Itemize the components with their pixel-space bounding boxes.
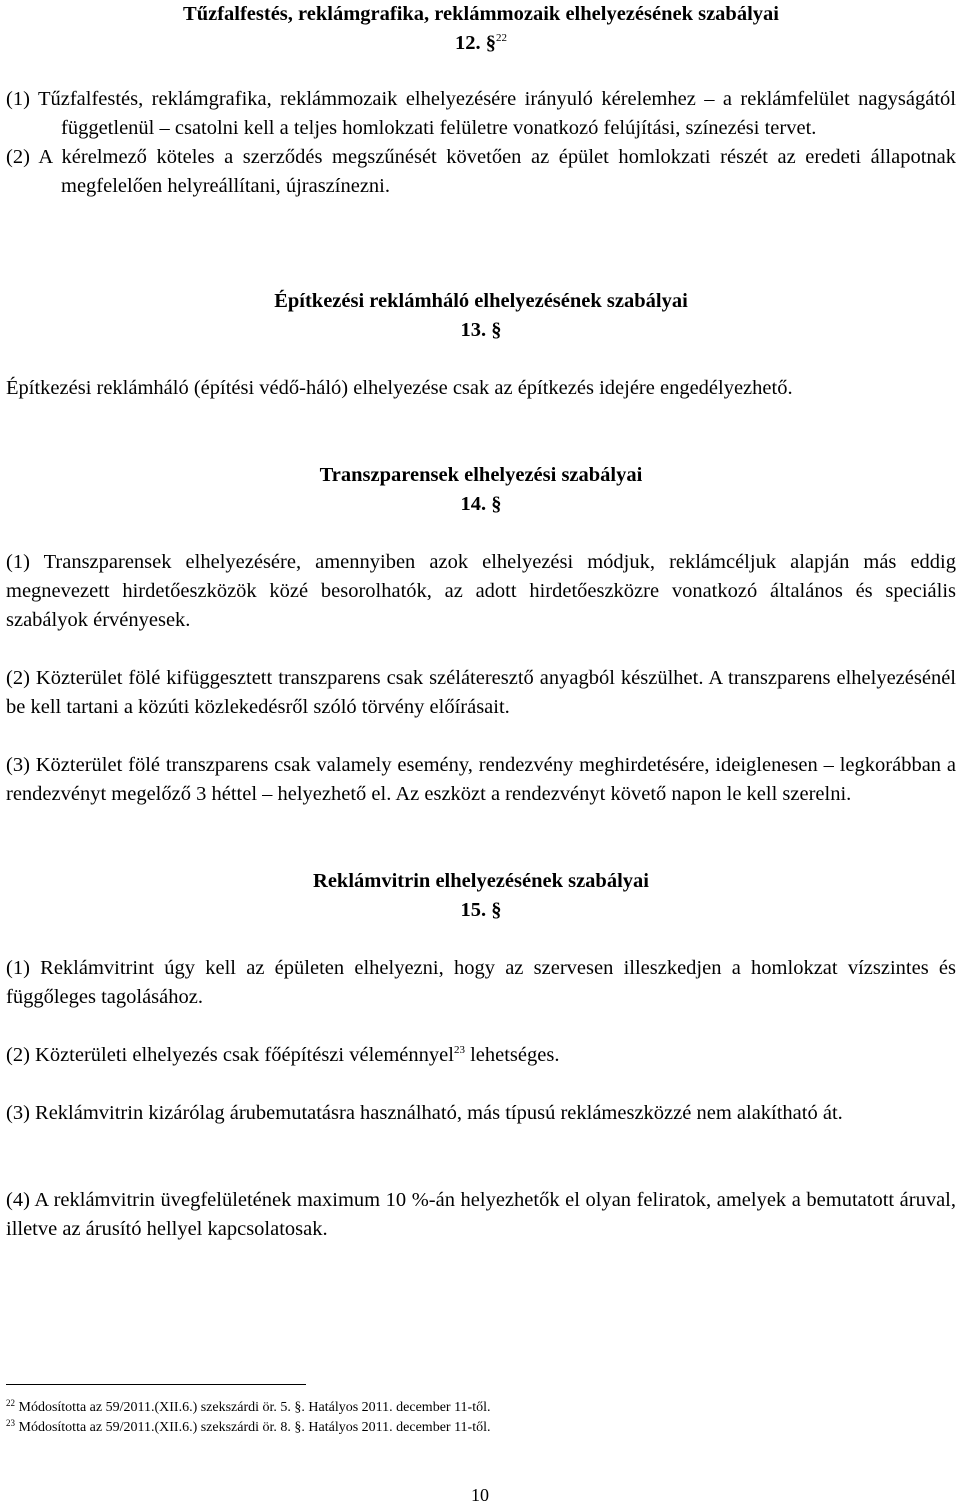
section-15-number: 15. § [460,899,502,921]
section-13 [6,287,956,345]
section-15-paragraph-4: (4) A reklámvitrin üvegfelületének maximum 10 %-án helyezhetők el olyan feliratok, amelyek a bemutatott áruval, illetve az árusító hellyel kapcsolatosak. [6,1189,956,1240]
section-15-title: Reklámvitrin elhelyezésének szabályai [313,870,649,892]
footnote-23: $^{23}$ Módosította az 59/2011.(XII.6.) szekszárdi ör. 8. §. Hatályos 2011. december 11-től. [6,1418,491,1435]
section-14 [6,461,956,519]
section-15-paragraph-3: (3) Reklámvitrin kizárólag árubemutatásra használható, más típusú reklámeszközzé nem alakítható át. [6,1102,843,1124]
footnote-ref-22[interactable]: 22 [496,32,507,44]
section-14-paragraph-2-wrap [6,664,956,722]
section-13-body [6,374,956,403]
section-14-paragraph-3-wrap [6,751,956,809]
section-12-number: 12. §$^{22}$ [455,32,507,54]
section-15-paragraph-2: (2) Közterületi elhelyezés csak főépítészi véleménnyel$^{23}$ lehetséges. [6,1044,560,1066]
footnote-separator [6,1384,306,1385]
section-12-paragraph-1: (1) Tűzfalfestés, reklámgrafika, reklámmozaik elhelyezésére irányuló kérelemhez – a reklámfelület nagyságától függetlenül – csatolni kell a teljes homlokzati felületre vonatkozó felújítási, színezési tervet. [6,88,956,139]
section-12-title: Tűzfalfestés, reklámgrafika, reklámmozaik elhelyezésének szabályai [183,3,779,25]
section-13-title: Építkezési reklámháló elhelyezésének szabályai [274,290,688,312]
section-14-paragraph-1-wrap [6,548,956,635]
section-15-paragraph-2-wrap [6,1041,956,1070]
section-12-body [6,85,956,201]
section-13-number: 13. § [460,319,502,341]
section-14-number: 14. § [460,493,502,515]
section-14-paragraph-3: (3) Közterület fölé transzparens csak valamely esemény, rendezvény meghirdetésére, ideiglenesen – legkorábban a rendezvényt megelőző 3 héttel – helyezhető el. Az eszközt a rendezvényt követő napon le kell szerelni. [6,754,956,805]
section-14-paragraph-1: (1) Transzparensek elhelyezésére, amennyiben azok elhelyezési módjuk, reklámcéljuk alapján más eddig megnevezett hirdetőeszközök közé besorolhatók, az adott hirdetőeszközre vonatkozó általános és speciális szabályok érvényesek. [6,551,956,631]
section-15-paragraph-1: (1) Reklámvitrint úgy kell az épületen elhelyezni, hogy az szervesen illeszkedjen a homlokzat vízszintes és függőleges tagolásához. [6,957,956,1008]
section-15-paragraph-4-wrap [6,1186,956,1244]
footnote-ref-23[interactable]: 23 [453,1044,465,1056]
footnote-22: $^{22}$ Módosította az 59/2011.(XII.6.) szekszárdi ör. 5. §. Hatályos 2011. december 11-től. [6,1398,491,1415]
section-12 [6,0,956,58]
section-13-paragraph-1: Építkezési reklámháló (építési védő-háló) elhelyezése csak az építkezés idejére engedélyezhető. [6,377,793,399]
section-14-paragraph-2: (2) Közterület fölé kifüggesztett transzparens csak széláteresztő anyagból készülhet. A transzparens elhelyezésénél be kell tartani a közúti közlekedésről szóló törvény előírásait. [6,667,956,718]
page-number: 10 [471,1485,489,1505]
section-14-title: Transzparensek elhelyezési szabályai [319,464,643,486]
section-15-paragraph-1-wrap [6,954,956,1012]
section-15 [6,867,956,925]
section-12-paragraph-2: (2) A kérelmező köteles a szerződés megszűnését követően az épület homlokzati részét az eredeti állapotnak megfelelően helyreállítani, újraszínezni. [6,146,956,197]
section-15-paragraph-3-wrap [6,1099,956,1128]
